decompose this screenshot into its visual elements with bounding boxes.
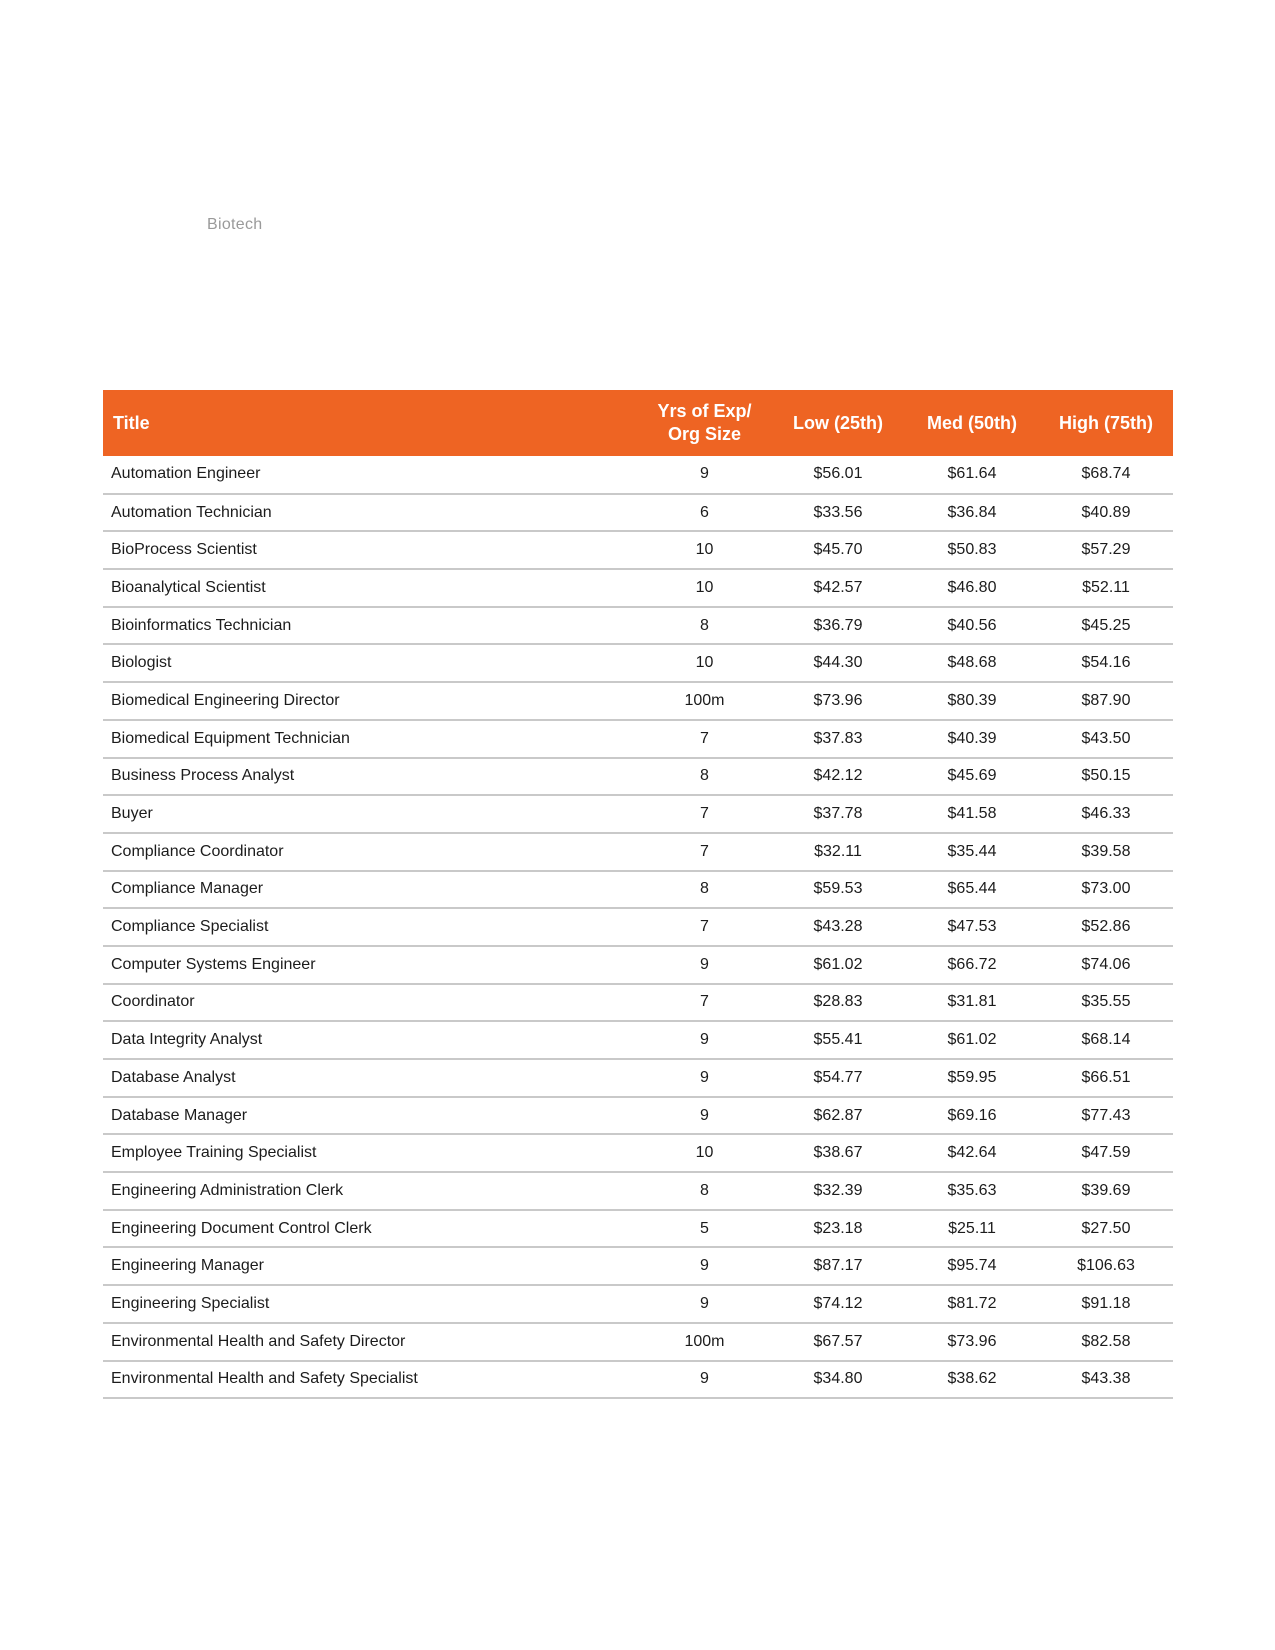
cell-low: $54.77	[771, 1059, 905, 1097]
cell-title: Compliance Manager	[103, 871, 638, 909]
header-years-org-size	[638, 390, 771, 456]
cell-high: $52.11	[1039, 569, 1173, 607]
table-row	[103, 984, 1173, 1022]
table-row	[103, 1285, 1173, 1323]
cell-title: Environmental Health and Safety Specialist	[103, 1361, 638, 1399]
cell-med: $40.56	[905, 607, 1039, 645]
cell-title: Employee Training Specialist	[103, 1134, 638, 1172]
cell-high: $57.29	[1039, 531, 1173, 569]
cell-title: Coordinator	[103, 984, 638, 1022]
cell-title: Bioinformatics Technician	[103, 607, 638, 645]
header-low: Low (25th)	[793, 412, 883, 433]
table-row	[103, 1134, 1173, 1172]
table-header	[103, 390, 1173, 456]
table-row	[103, 569, 1173, 607]
table-row	[103, 531, 1173, 569]
cell-high: $45.25	[1039, 607, 1173, 645]
table-row	[103, 682, 1173, 720]
cell-med: $48.68	[905, 644, 1039, 682]
table-row	[103, 1210, 1173, 1248]
cell-high: $106.63	[1039, 1247, 1173, 1285]
table-row	[103, 1021, 1173, 1059]
cell-years-org-size: 7	[638, 908, 771, 946]
cell-title: Engineering Manager	[103, 1247, 638, 1285]
table-row	[103, 795, 1173, 833]
cell-low: $28.83	[771, 984, 905, 1022]
table-row	[103, 607, 1173, 645]
cell-title: Environmental Health and Safety Director	[103, 1323, 638, 1361]
cell-years-org-size: 9	[638, 1059, 771, 1097]
table-row	[103, 1361, 1173, 1399]
cell-low: $34.80	[771, 1361, 905, 1399]
cell-years-org-size: 6	[638, 494, 771, 532]
cell-high: $91.18	[1039, 1285, 1173, 1323]
cell-title: Biomedical Engineering Director	[103, 682, 638, 720]
cell-title: Computer Systems Engineer	[103, 946, 638, 984]
cell-years-org-size: 10	[638, 1134, 771, 1172]
cell-high: $68.14	[1039, 1021, 1173, 1059]
cell-med: $31.81	[905, 984, 1039, 1022]
cell-years-org-size: 9	[638, 946, 771, 984]
cell-med: $95.74	[905, 1247, 1039, 1285]
cell-med: $36.84	[905, 494, 1039, 532]
cell-high: $40.89	[1039, 494, 1173, 532]
header-years-line2: Org Size	[667, 424, 742, 444]
header-high: High (75th)	[1059, 412, 1153, 433]
cell-low: $37.78	[771, 795, 905, 833]
table-row	[103, 1097, 1173, 1135]
cell-years-org-size: 100m	[638, 1323, 771, 1361]
cell-high: $66.51	[1039, 1059, 1173, 1097]
table-row	[103, 494, 1173, 532]
cell-high: $43.50	[1039, 720, 1173, 758]
table-row	[103, 1323, 1173, 1361]
cell-years-org-size: 7	[638, 720, 771, 758]
cell-high: $27.50	[1039, 1210, 1173, 1248]
header-med: Med (50th)	[927, 412, 1017, 433]
cell-high: $77.43	[1039, 1097, 1173, 1135]
cell-years-org-size: 100m	[638, 682, 771, 720]
cell-med: $69.16	[905, 1097, 1039, 1135]
salary-table	[103, 390, 1173, 1399]
cell-high: $43.38	[1039, 1361, 1173, 1399]
cell-high: $50.15	[1039, 758, 1173, 796]
cell-years-org-size: 7	[638, 795, 771, 833]
cell-title: Engineering Administration Clerk	[103, 1172, 638, 1210]
cell-years-org-size: 7	[638, 984, 771, 1022]
cell-low: $38.67	[771, 1134, 905, 1172]
cell-med: $73.96	[905, 1323, 1039, 1361]
table-row	[103, 1172, 1173, 1210]
cell-high: $35.55	[1039, 984, 1173, 1022]
cell-high: $68.74	[1039, 456, 1173, 494]
cell-med: $50.83	[905, 531, 1039, 569]
cell-med: $61.64	[905, 456, 1039, 494]
cell-years-org-size: 10	[638, 644, 771, 682]
cell-years-org-size: 9	[638, 1247, 771, 1285]
cell-years-org-size: 10	[638, 569, 771, 607]
cell-low: $74.12	[771, 1285, 905, 1323]
cell-years-org-size: 10	[638, 531, 771, 569]
cell-med: $35.63	[905, 1172, 1039, 1210]
cell-title: Buyer	[103, 795, 638, 833]
table-row	[103, 456, 1173, 494]
cell-med: $80.39	[905, 682, 1039, 720]
table-body	[103, 456, 1173, 1398]
cell-years-org-size: 7	[638, 833, 771, 871]
cell-low: $32.11	[771, 833, 905, 871]
table-row	[103, 720, 1173, 758]
cell-med: $45.69	[905, 758, 1039, 796]
table-row	[103, 758, 1173, 796]
cell-title: Automation Technician	[103, 494, 638, 532]
cell-years-org-size: 8	[638, 607, 771, 645]
cell-low: $45.70	[771, 531, 905, 569]
cell-high: $87.90	[1039, 682, 1173, 720]
cell-years-org-size: 5	[638, 1210, 771, 1248]
cell-med: $35.44	[905, 833, 1039, 871]
cell-title: Compliance Coordinator	[103, 833, 638, 871]
cell-high: $47.59	[1039, 1134, 1173, 1172]
table-row	[103, 833, 1173, 871]
cell-med: $81.72	[905, 1285, 1039, 1323]
cell-med: $65.44	[905, 871, 1039, 909]
cell-years-org-size: 8	[638, 758, 771, 796]
section-label: Biotech	[207, 216, 263, 233]
cell-title: Data Integrity Analyst	[103, 1021, 638, 1059]
cell-low: $55.41	[771, 1021, 905, 1059]
cell-title: Database Analyst	[103, 1059, 638, 1097]
cell-low: $23.18	[771, 1210, 905, 1248]
cell-low: $44.30	[771, 644, 905, 682]
cell-high: $73.00	[1039, 871, 1173, 909]
cell-low: $42.12	[771, 758, 905, 796]
cell-title: Engineering Specialist	[103, 1285, 638, 1323]
cell-low: $33.56	[771, 494, 905, 532]
cell-med: $25.11	[905, 1210, 1039, 1248]
table-row	[103, 871, 1173, 909]
header-row	[103, 390, 1173, 456]
cell-low: $73.96	[771, 682, 905, 720]
table-row	[103, 946, 1173, 984]
cell-high: $46.33	[1039, 795, 1173, 833]
cell-high: $39.69	[1039, 1172, 1173, 1210]
cell-low: $59.53	[771, 871, 905, 909]
header-title: Title	[113, 412, 150, 433]
cell-low: $43.28	[771, 908, 905, 946]
cell-med: $61.02	[905, 1021, 1039, 1059]
header-years-line1: Yrs of Exp/	[657, 401, 752, 421]
cell-years-org-size: 9	[638, 456, 771, 494]
cell-years-org-size: 8	[638, 1172, 771, 1210]
cell-title: Business Process Analyst	[103, 758, 638, 796]
cell-low: $56.01	[771, 456, 905, 494]
cell-high: $74.06	[1039, 946, 1173, 984]
table-row	[103, 1059, 1173, 1097]
cell-title: Database Manager	[103, 1097, 638, 1135]
cell-title: Engineering Document Control Clerk	[103, 1210, 638, 1248]
cell-high: $54.16	[1039, 644, 1173, 682]
cell-med: $38.62	[905, 1361, 1039, 1399]
cell-high: $52.86	[1039, 908, 1173, 946]
table-row	[103, 1247, 1173, 1285]
cell-title: Automation Engineer	[103, 456, 638, 494]
cell-low: $67.57	[771, 1323, 905, 1361]
cell-years-org-size: 9	[638, 1361, 771, 1399]
cell-low: $42.57	[771, 569, 905, 607]
cell-low: $61.02	[771, 946, 905, 984]
cell-med: $42.64	[905, 1134, 1039, 1172]
cell-med: $41.58	[905, 795, 1039, 833]
cell-high: $82.58	[1039, 1323, 1173, 1361]
cell-title: BioProcess Scientist	[103, 531, 638, 569]
cell-low: $37.83	[771, 720, 905, 758]
cell-med: $66.72	[905, 946, 1039, 984]
cell-years-org-size: 9	[638, 1097, 771, 1135]
table-row	[103, 644, 1173, 682]
cell-med: $40.39	[905, 720, 1039, 758]
cell-title: Biologist	[103, 644, 638, 682]
cell-low: $36.79	[771, 607, 905, 645]
cell-low: $32.39	[771, 1172, 905, 1210]
cell-years-org-size: 8	[638, 871, 771, 909]
cell-title: Bioanalytical Scientist	[103, 569, 638, 607]
cell-low: $87.17	[771, 1247, 905, 1285]
table-row	[103, 908, 1173, 946]
cell-title: Compliance Specialist	[103, 908, 638, 946]
cell-med: $59.95	[905, 1059, 1039, 1097]
cell-med: $47.53	[905, 908, 1039, 946]
cell-years-org-size: 9	[638, 1285, 771, 1323]
cell-med: $46.80	[905, 569, 1039, 607]
cell-low: $62.87	[771, 1097, 905, 1135]
cell-years-org-size: 9	[638, 1021, 771, 1059]
cell-title: Biomedical Equipment Technician	[103, 720, 638, 758]
cell-high: $39.58	[1039, 833, 1173, 871]
